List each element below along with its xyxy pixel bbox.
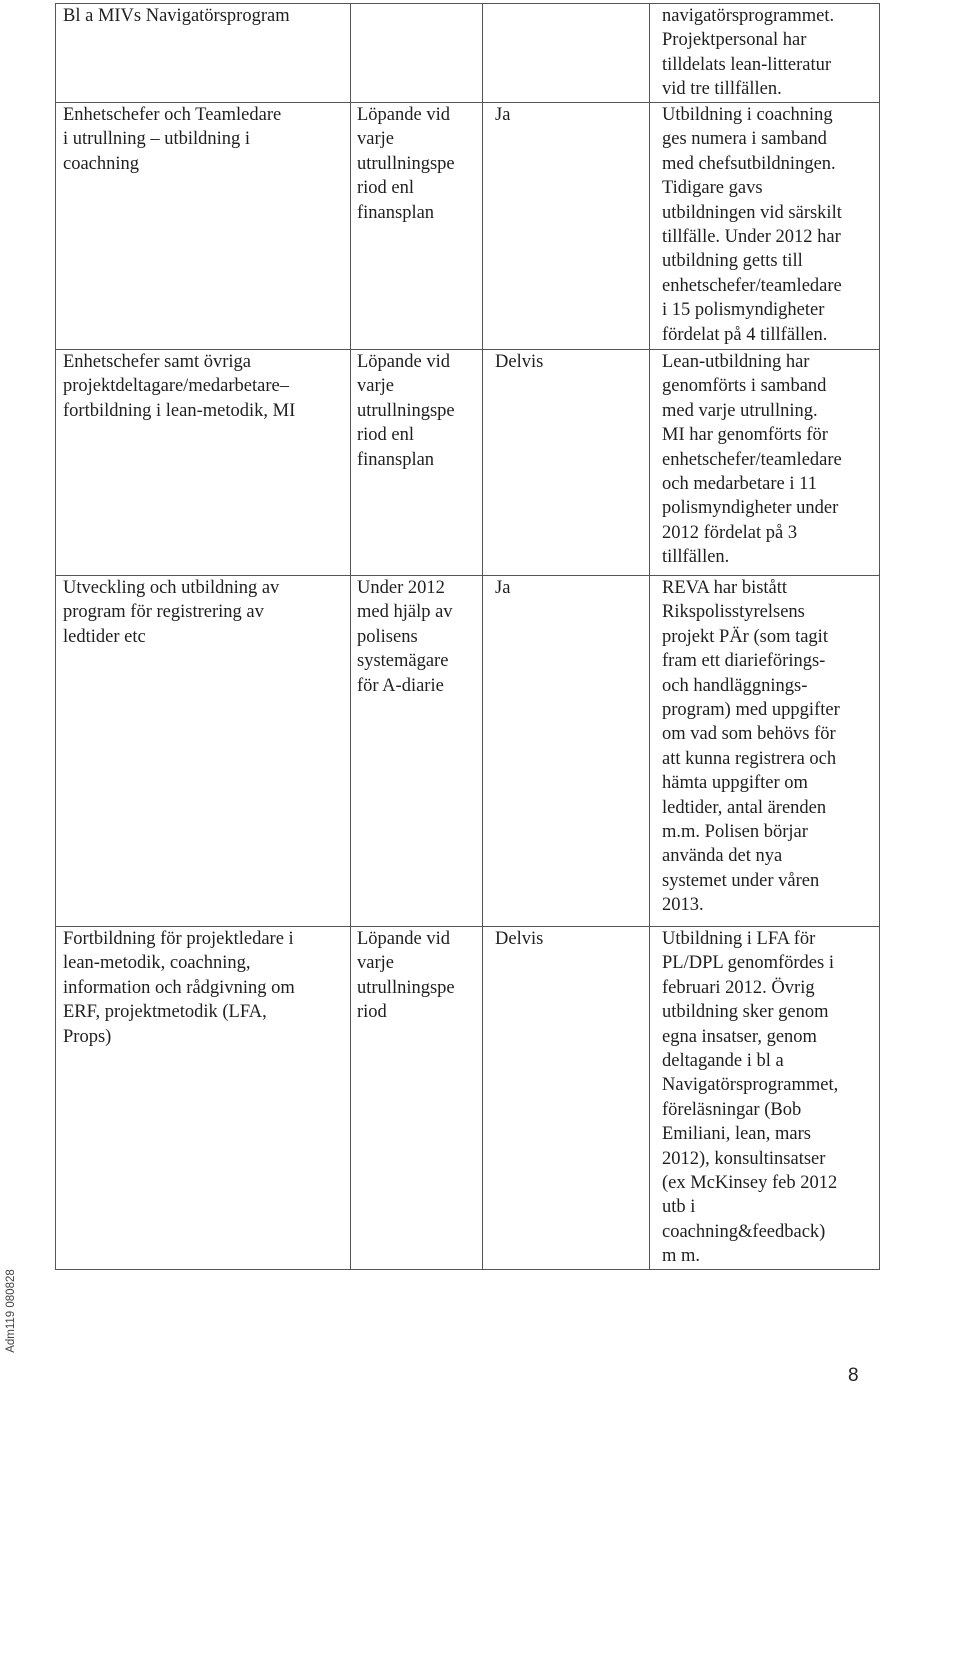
status-text: Delvis — [495, 352, 544, 372]
time-text: Under 2012 med hjälp av polisens systemägare för A-diarie — [357, 578, 453, 696]
status-text: Delvis — [495, 929, 544, 949]
activity-cell — [56, 4, 351, 103]
table-row — [56, 350, 880, 576]
status-cell — [483, 350, 650, 576]
comment-text: Lean-utbildning har genomförts i samband med varje utrullning. MI har genomförts för enhetschefer/teamledare och medarbetare i 11 polismyndigheter under 2012 fördelat på 3 tillfällen. — [662, 352, 842, 568]
status-text: Ja — [495, 578, 511, 598]
time-text: Löpande vid varje utrullningspe riod enl finansplan — [357, 352, 455, 470]
time-text: Löpande vid varje utrullningspe riod enl finansplan — [357, 105, 455, 223]
comment-text: navigatörsprogrammet. Projektpersonal har tilldelats lean-litteratur vid tre tillfällen. — [662, 6, 835, 100]
comment-cell — [650, 927, 880, 1270]
table-row — [56, 4, 880, 103]
comment-text: Utbildning i coachning ges numera i samband med chefsutbildningen. Tidigare gavs utbildningen vid särskilt tillfälle. Under 2012 har utbildning getts till enhetschefer/teamledare i 15 polismyndigheter fördelat på 4 tillfällen. — [662, 105, 842, 345]
time-cell — [351, 350, 483, 576]
activity-text: Bl a MIVs Navigatörsprogram — [63, 6, 290, 26]
status-cell — [483, 103, 650, 350]
activity-table — [55, 3, 880, 1270]
table-row — [56, 927, 880, 1270]
activity-cell — [56, 927, 351, 1270]
time-text: Löpande vid varje utrullningspe riod — [357, 929, 455, 1023]
time-cell — [351, 576, 483, 927]
time-cell — [351, 4, 483, 103]
activity-cell — [56, 350, 351, 576]
time-cell — [351, 927, 483, 1270]
document-reference-note: Adm119 080828 — [5, 1269, 17, 1353]
activity-text: Utveckling och utbildning av program för registrering av ledtider etc — [63, 578, 280, 647]
status-cell — [483, 927, 650, 1270]
comment-cell — [650, 103, 880, 350]
status-cell — [483, 576, 650, 927]
page-number: 8 — [848, 1365, 859, 1386]
table-row — [56, 576, 880, 927]
activity-cell — [56, 576, 351, 927]
status-text: Ja — [495, 105, 511, 125]
activity-text: Fortbildning för projektledare i lean-metodik, coachning, information och rådgivning om ERF, projektmetodik (LFA, Props) — [63, 929, 295, 1047]
comment-text: Utbildning i LFA för PL/DPL genomfördes i februari 2012. Övrig utbildning sker genom egna insatser, genom deltagande i bl a Navigatörsprogrammet, föreläsningar (Bob Emiliani, lean, mars 2012), konsultinsatser (ex McKinsey feb 2012 utb i coachning&feedback) m m. — [662, 929, 839, 1267]
activity-text: Enhetschefer samt övriga projektdeltagare/medarbetare– fortbildning i lean-metodik, MI — [63, 352, 296, 421]
comment-cell — [650, 350, 880, 576]
status-cell — [483, 4, 650, 103]
table-row — [56, 103, 880, 350]
comment-text: REVA har bistått Rikspolisstyrelsens projekt PÄr (som tagit fram ett diarieförings- och handläggnings- program) med uppgifter om vad som behövs för att kunna registrera och hämta uppgifter om ledtider, antal ärenden m.m. Polisen börjar använda det nya systemet under våren 2013. — [662, 578, 840, 916]
comment-cell — [650, 576, 880, 927]
time-cell — [351, 103, 483, 350]
activity-cell — [56, 103, 351, 350]
comment-cell — [650, 4, 880, 103]
activity-text: Enhetschefer och Teamledare i utrullning – utbildning i coachning — [63, 105, 282, 174]
